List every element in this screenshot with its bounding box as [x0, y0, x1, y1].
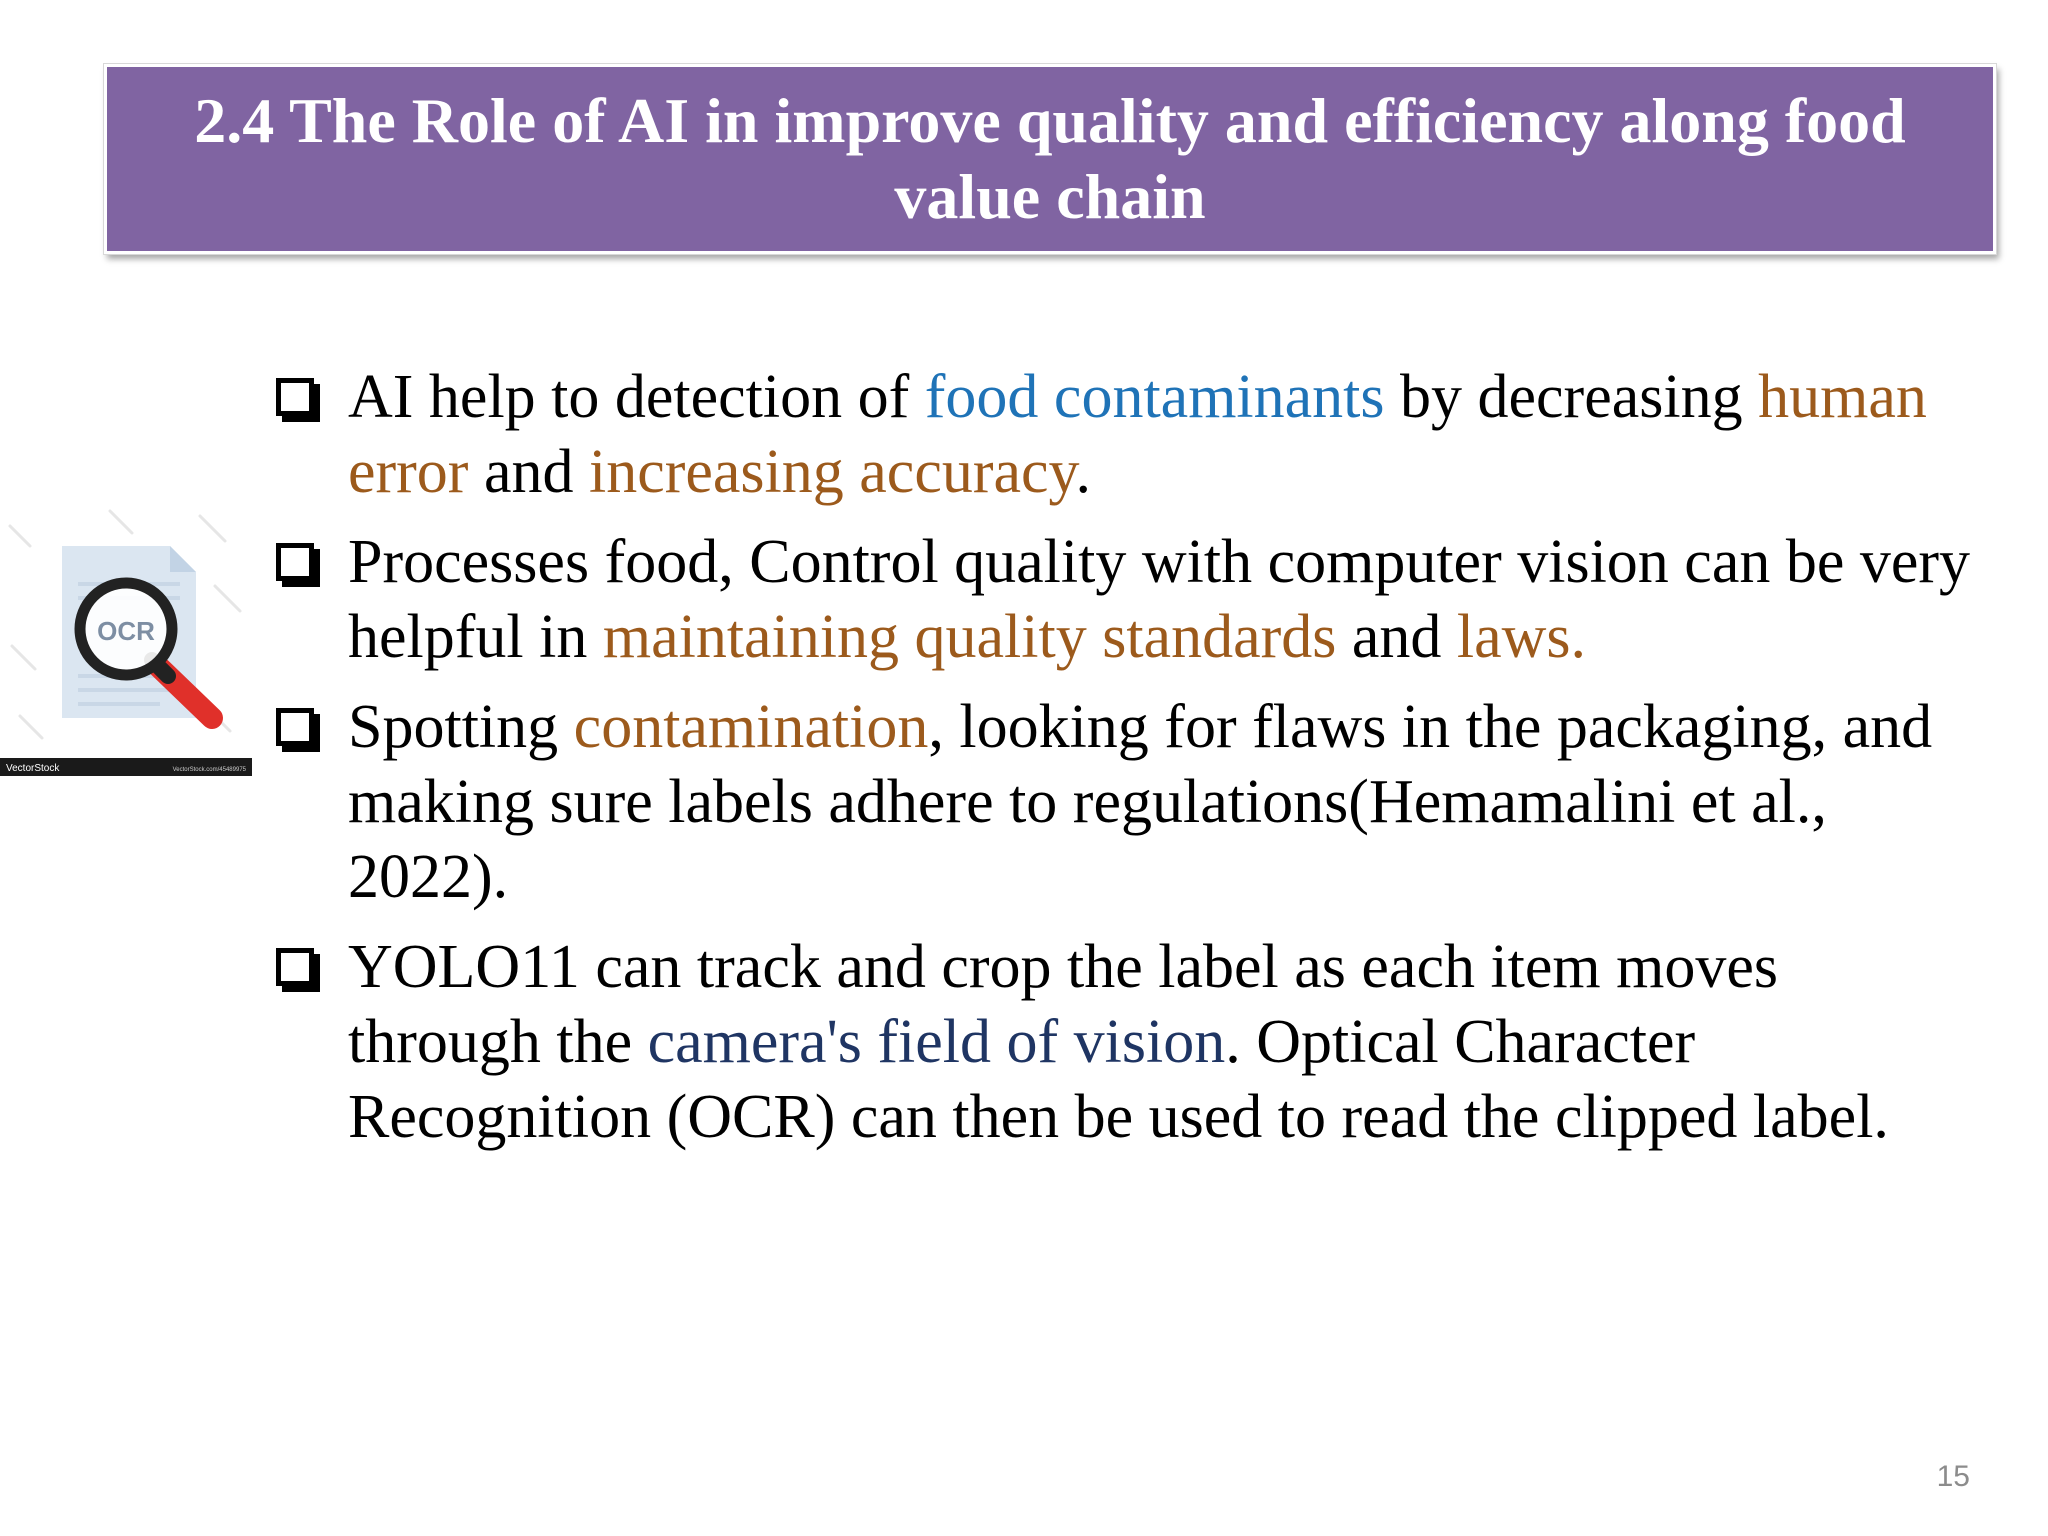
highlighted-text: contamination — [573, 693, 929, 761]
highlighted-text: camera's field of vision — [647, 1008, 1226, 1076]
highlighted-text: laws. — [1456, 603, 1587, 671]
highlighted-text: food contaminants — [924, 363, 1385, 431]
watermark-left: VectorStock — [6, 763, 60, 774]
watermark-right: VectorStock.com/45489975 — [172, 767, 246, 773]
highlighted-text: human error — [348, 363, 1927, 506]
bullet-text: . — [1075, 438, 1091, 506]
bullet-item — [274, 360, 1974, 510]
bullet-item — [274, 690, 1974, 915]
checkbox-bullet-icon — [276, 543, 314, 581]
bullet-text: Processes food, Control quality with computer vision can be very helpful in — [348, 528, 1971, 671]
slide-title: 2.4 The Role of AI in improve quality and efficiency along food value chain — [194, 85, 1906, 232]
bullet-text: AI help to detection of — [348, 363, 925, 431]
bullet-item — [274, 930, 1974, 1155]
bullet-text: and — [1336, 603, 1457, 671]
bullet-text: . Optical Character Recognition (OCR) can then be used to read the clipped label. — [348, 1008, 1889, 1151]
bullet-text: YOLO11 can track and crop the label as each item moves through the — [348, 933, 1779, 1076]
checkbox-bullet-icon — [276, 948, 314, 986]
bullet-text: Spotting — [348, 693, 574, 761]
checkbox-bullet-icon — [276, 708, 314, 746]
bullet-list — [274, 360, 1974, 1170]
highlighted-text: increasing accuracy — [589, 438, 1076, 506]
bullet-item — [274, 525, 1974, 675]
ocr-magnifier-image — [0, 506, 252, 776]
bullet-text: by decreasing — [1384, 363, 1759, 431]
bullet-text: and — [468, 438, 589, 506]
checkbox-bullet-icon — [276, 378, 314, 416]
page-number: 15 — [1936, 1460, 1970, 1493]
slide-title-banner — [104, 64, 1996, 254]
highlighted-text: maintaining quality standards — [602, 603, 1337, 671]
bullet-text: , looking for flaws in the packaging, and making sure labels adhere to regulations(Hemamalini et al., 2022). — [348, 693, 1933, 911]
ocr-label-text: OCR — [97, 616, 155, 646]
